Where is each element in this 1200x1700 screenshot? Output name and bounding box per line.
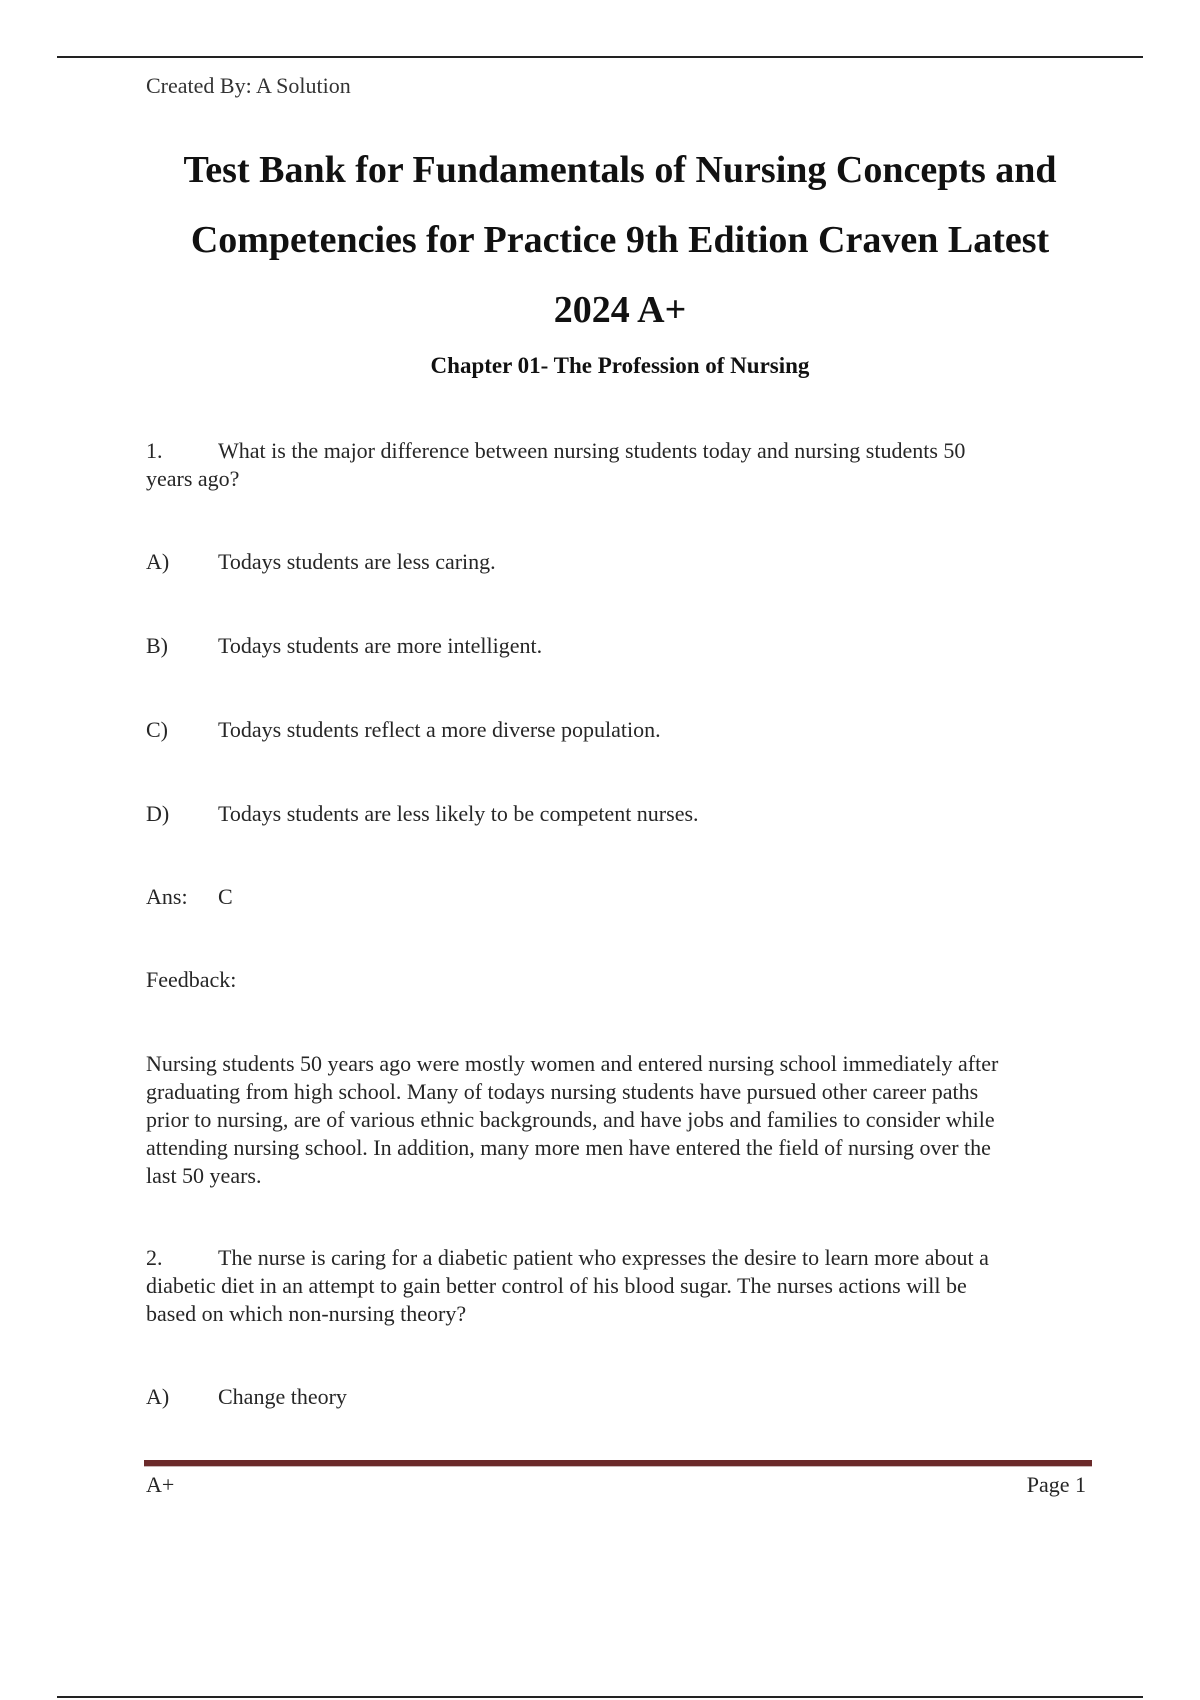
feedback-line: Nursing students 50 years ago were mostly women and entered nursing school immediately after [146,1051,999,1076]
created-by-text: Created By: A Solution [146,73,351,98]
option-letter: D) [146,801,170,826]
footer-grade: A+ [146,1472,175,1497]
question-2-stem [146,1244,1094,1328]
question-line: years ago? [146,466,240,491]
bottom-rule [57,1696,1143,1698]
option-text: Todays students are more intelligent. [218,633,543,658]
document-title [136,135,1104,345]
question-line: based on which non-nursing theory? [146,1301,467,1326]
option-letter: C) [146,717,168,742]
question-1-option-d [146,800,1094,828]
feedback-line: prior to nursing, are of various ethnic backgrounds, and have jobs and families to consider while [146,1107,995,1132]
question-number: 2. [146,1245,163,1270]
footer-rule [144,1460,1092,1467]
question-line [146,437,1094,465]
option-letter: A) [146,1384,170,1409]
option-text: Todays students are less likely to be competent nurses. [218,801,699,826]
option-text: Change theory [218,1384,347,1409]
top-rule [57,56,1143,58]
feedback-paragraph [146,1050,1094,1190]
question-1-option-c [146,716,1094,744]
question-number: 1. [146,438,163,463]
option-letter: A) [146,549,170,574]
question-1-stem [146,437,1094,493]
answer-label: Ans: [146,884,188,909]
page-number: Page 1 [1026,1472,1086,1497]
feedback-line: attending nursing school. In addition, many more men have entered the field of nursing over the [146,1135,991,1160]
title-line: Competencies for Practice 9th Edition Craven Latest [190,219,1050,261]
question-text: The nurse is caring for a diabetic patient who expresses the desire to learn more about a [218,1245,989,1270]
feedback-line: last 50 years. [146,1163,262,1188]
option-text: Todays students reflect a more diverse population. [218,717,661,742]
feedback-line: graduating from high school. Many of todays nursing students have pursued other career paths [146,1079,979,1104]
option-letter: B) [146,633,168,658]
question-text: What is the major difference between nursing students today and nursing students 50 [218,438,966,463]
question-1-option-b [146,632,1094,660]
title-line: Test Bank for Fundamentals of Nursing Concepts and [183,149,1057,191]
title-line: 2024 A+ [553,289,687,331]
question-1-option-a [146,548,1094,576]
question-line: diabetic diet in an attempt to gain better control of his blood sugar. The nurses actions will be [146,1273,967,1298]
question-line [146,1244,1094,1272]
answer-value: C [218,884,233,909]
option-text: Todays students are less caring. [218,549,496,574]
feedback-label: Feedback: [146,967,237,992]
question-1-answer [146,883,1094,911]
chapter-heading: Chapter 01- The Profession of Nursing [430,353,810,378]
question-2-option-a [146,1383,1094,1411]
